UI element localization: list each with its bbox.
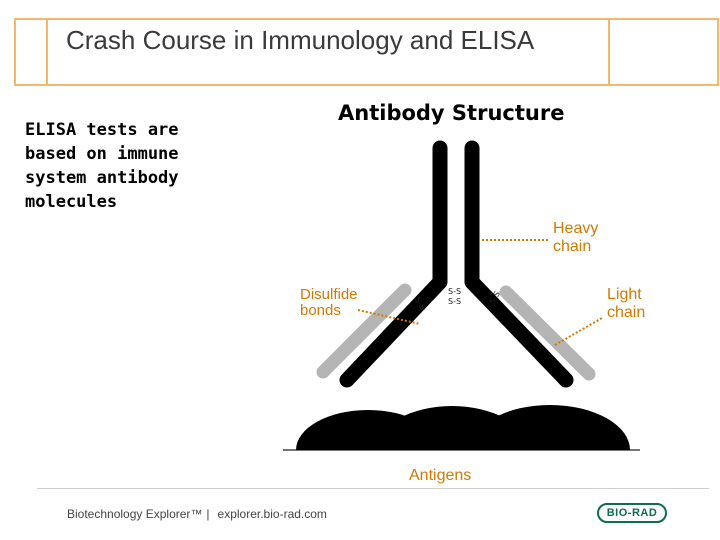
logo-text: BIO-RAD [606,507,658,519]
antigens-label: Antigens [409,467,472,484]
footer-brand: Biotechnology Explorer™ [67,507,203,521]
footer-divider [37,488,709,489]
heavy-chain-label: Heavy chain [553,220,599,255]
heavy-chain-left [347,148,440,380]
antigen-right [470,405,630,450]
footer-url[interactable]: explorer.bio-rad.com [217,507,327,521]
disulfide-bonds-label: Disulfide bonds [300,286,358,319]
slide-title: Crash Course in Immunology and ELISA [66,25,535,55]
light-chain-label: Light chain [607,286,646,321]
footer [67,507,327,521]
bond-heavy-lower: S-S [448,297,462,306]
footer-separator: | [206,507,210,521]
heavy-chains [347,148,566,380]
bond-light-left: S-S [413,295,428,312]
light-chain-pointer [555,318,602,345]
bond-heavy-upper: S-S [448,287,462,296]
intro-text: ELISA tests are based on immune system antibody molecules [25,120,179,212]
antigens [283,405,640,450]
bond-light-right: S-S [487,289,502,306]
diagram-title: Antibody Structure [338,101,565,125]
bio-rad-logo [597,503,667,523]
